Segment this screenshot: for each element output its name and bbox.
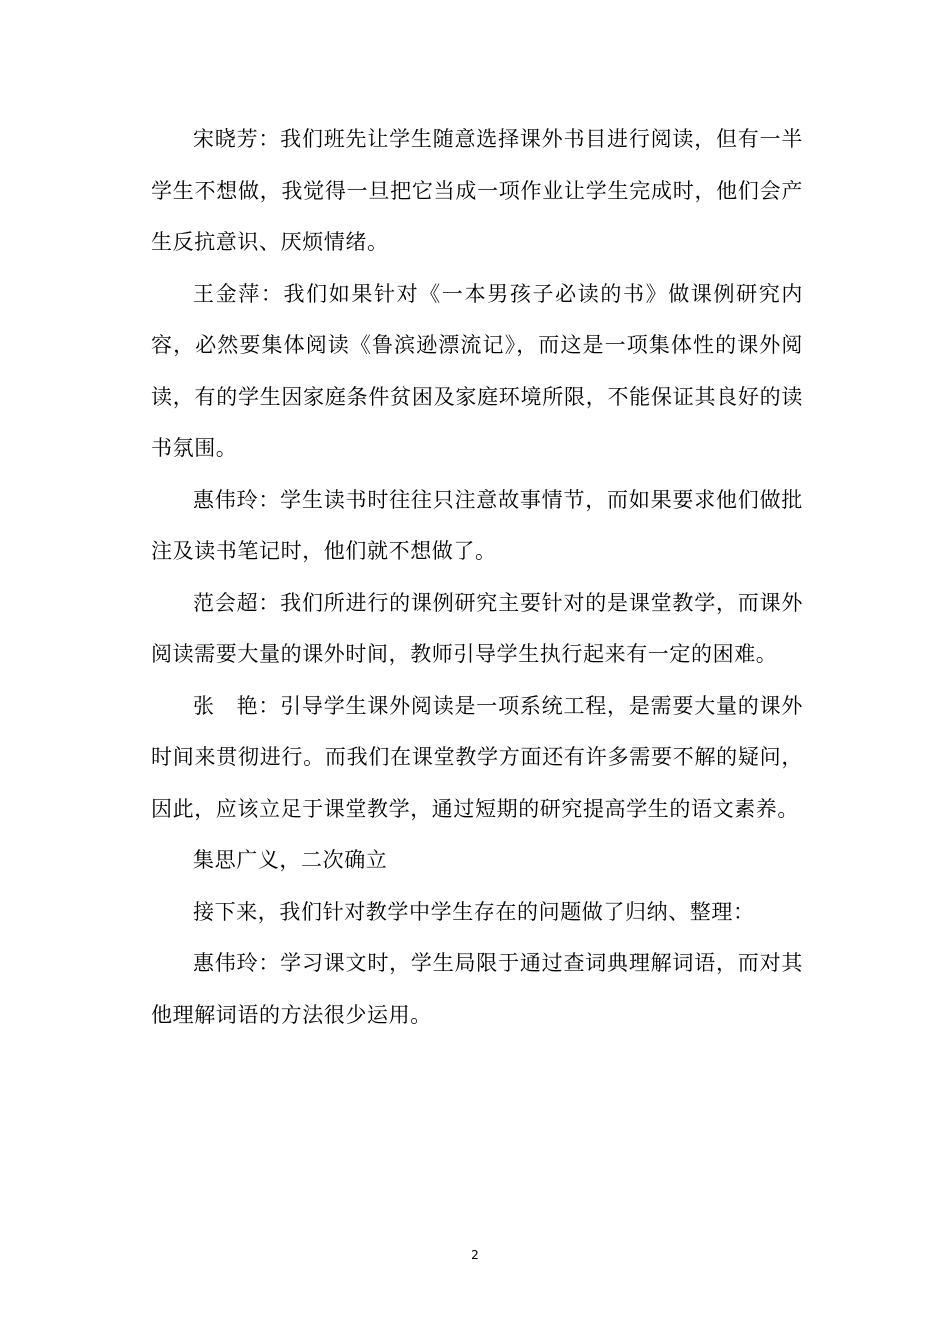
paragraph-summary-intro: 接下来，我们针对教学中学生存在的问题做了归纳、整理： xyxy=(193,899,755,924)
paragraph-zhang-yan: 张 艳：引导学生课外阅读是一项系统工程，是需要大量的课外时间来贯彻进行。而我们在课堂教学方面还有许多需要不解的疑问，因此，应该立足于课堂教学，通过短期的研究提高学生的语文素养。 xyxy=(151,693,803,821)
document-body xyxy=(151,114,803,1041)
paragraph-hui-weiling-2: 惠伟玲：学习课文时，学生局限于通过查词典理解词语，而对其他理解词语的方法很少运用。 xyxy=(151,951,803,1027)
paragraph-wang-jinping: 王金萍：我们如果针对《一本男孩子必读的书》做课例研究内容，必然要集体阅读《鲁滨逊漂流记》，而这是一项集体性的课外阅读，有的学生因家庭条件贫困及家庭环境所限，不能保证其良好的读书氛围。 xyxy=(151,281,803,460)
paragraph-fan-huichao: 范会超：我们所进行的课例研究主要针对的是课堂教学，而课外阅读需要大量的课外时间，教师引导学生执行起来有一定的困难。 xyxy=(151,590,803,666)
section-heading: 集思广义，二次确立 xyxy=(193,848,388,872)
paragraph-song-xiaofang: 宋晓芳：我们班先让学生随意选择课外书目进行阅读，但有一半学生不想做，我觉得一旦把它当成一项作业让学生完成时，他们会产生反抗意识、厌烦情绪。 xyxy=(151,127,803,254)
paragraph-hui-weiling: 惠伟玲：学生读书时往往只注意故事情节，而如果要求他们做批注及读书笔记时，他们就不想做了。 xyxy=(151,487,803,563)
page-number: 2 xyxy=(471,1248,479,1262)
